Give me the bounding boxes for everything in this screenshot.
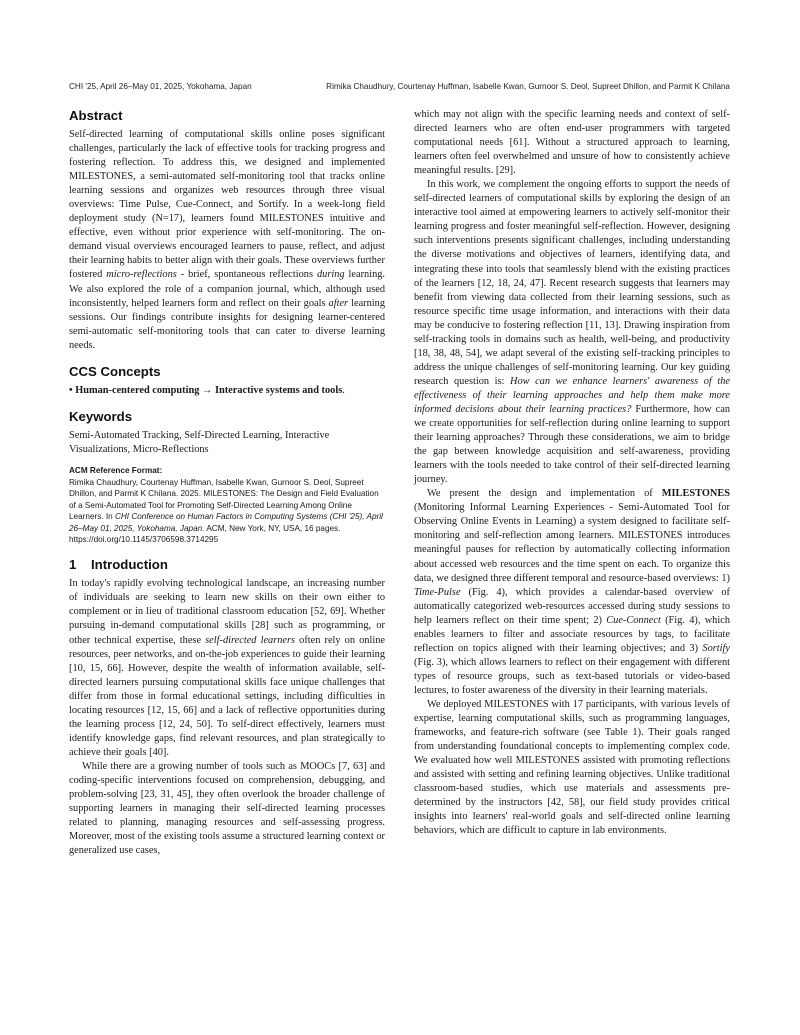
abstract-text-2: - brief, spontaneous reflections [176, 269, 317, 281]
abstract-em-micro-reflections: micro-reflections [106, 269, 177, 281]
acm-reference-text-2: ACM, New York, NY, USA, 16 pages. https://doi.org/10.1145/3706598.3714295 [69, 523, 341, 544]
abstract-paragraph [69, 128, 385, 353]
intro-research-question: How can we enhance learners' awareness of the effectiveness of their learning approaches and help them make more informed decisions about their learning practices? [414, 375, 730, 415]
ccs-text: Human-centered computing → Interactive systems and tools [72, 384, 343, 396]
abstract-text-1: Self-directed learning of computational skills online poses significant challenges, particularly the lack of effective tools for tracking progress and fostering reflection. To address this, we designed and implemented MILESTONES, a semi-automated self-monitoring tool that tracks online learning sessions and organizes web resources through three visual overviews: Time Pulse, Cue-Connect, and Sortify. In a week-long field deployment study (N=17), learners found MILESTONES intuitive and effective, even without prior experience with self-monitoring. The on-demand visual overviews encouraged learners to pause, reflect, and adjust their learning habits to better align with their goals. These overviews further fostered [69, 129, 385, 281]
intro-p5-text-3: (Fig. 4), which provides a calendar-based overview of automatically categorized web-resources accessed during study sessions to help learners reflect on their time spent; 2) [414, 586, 730, 626]
milestones-bold: MILESTONES [661, 488, 730, 500]
em-time-pulse: Time-Pulse [414, 586, 461, 598]
intro-p1-text-2: often rely on online resources, peer networks, and on-the-job experiences to guide their learning [10, 15, 66]. However, despite the wealth of information available, self-directed learners pursuing computational skills face unique challenges that differ from those in formal educational settings, including difficulties in locating resources [12, 15, 66] and a lack of reflective opportunities during the learning process [12, 24, 50]. To self-direct effectively, learners must identify knowledge gaps, find relevant resources, and plan strategically to achieve their goals [40]. [69, 634, 385, 758]
intro-paragraph-2: While there are a growing number of tools such as MOOCs [7, 63] and coding-specific interventions focused on comprehension, debugging, and problem-solving [23, 31, 45], they often overlook the broader challenge of supporting learners in managing their self-directed learning processes related to planning, managing resources and self-assessing progress. Moreover, most of the existing tools assume a structured learning context or generalized use cases, [69, 760, 385, 857]
intro-p5-text-2: (Monitoring Informal Learning Experiences - Semi-Automated Tool for Observing Online Events in Learning) a system designed to facilitate self-monitoring and self-reflection among learners. MILESTONES introduces meaningful pauses for reflection by automatically collecting information about accessed web resources and the time spent on each. To organize this data, we designed three different temporal and resource-based overviews: 1) [414, 502, 730, 584]
intro-p1-text-1: In today's rapidly evolving technological landscape, an increasing number of individuals are seeking to learn new skills on their own either to complement or in lieu of traditional classroom education [52, 69]. Whether pursuing in-demand computational skills [28] such as programming, or other technical expertise, these [69, 578, 385, 646]
intro-p5-text-4: (Fig. 4), which enables learners to filter and associate resources by tags, to facilitate reflection on topics aligned with their learning objectives; and 3) [414, 614, 730, 654]
abstract-heading: Abstract [69, 108, 123, 123]
intro-p4-text-1: In this work, we complement the ongoing efforts to support the needs of self-directed learners of computational skills by exploring the design of an interactive tool aimed at empowering learners to actively self-monitor their learning progress and foster meaningful self-reflection. However, designing such interventions presents significant challenges, including understanding the diverse motivations and objectives of learners, identifying data, and integrating these into tools that seamlessly blend with the existing practices of the learners [12, 18, 24, 47]. Recent research suggests that learners may benefit from viewing data collected from their learning sessions, such as resource specific time usage information, and interactions with their data may be conducive to fostering reflection [11, 13]. Drawing inspiration from self-tracking tools in domains such as health, well-being, and productivity [18, 38, 48, 54], we adapt several of the existing self-tracking principles to address the unique challenges of self-monitoring learning. Our key guiding research question is: [414, 179, 730, 387]
abstract-text-4: learning sessions. Our findings contribute insights for designing learner-centered semi-automatic self-monitoring tools that can cater to diverse learning needs. [69, 297, 385, 351]
keywords-heading: Keywords [69, 408, 133, 424]
ccs-bullet: • [69, 384, 73, 396]
keywords-text: Semi-Automated Tracking, Self-Directed Learning, Interactive Visualizations, Micro-Reflections [69, 429, 330, 455]
acm-reference-text-1: Rimika Chaudhury, Courtenay Huffman, Isabelle Kwan, Gurnoor S. Deol, Supreet Dhillon, and Parmit K Chilana. 2025. MILESTONES: The Design and Field Evaluation of a Semi-Automated Tool for Promoting Self-Directed Learning Among Online Learners. In [69, 477, 379, 522]
intro-section-number: 1 [69, 557, 77, 573]
acm-reference-venue: CHI Conference on Human Factors in Computing Systems (CHI '25), April 26–May 01, 2025, Yokohama, Japan. [69, 512, 383, 533]
intro-paragraph-1 [69, 577, 385, 760]
intro-heading [69, 557, 385, 573]
intro-paragraph-3: which may not align with the specific learning needs and context of self-directed learners who are often end-user programmers with targeted computational needs [61]. Without a structured approach to learning, learners often feel overwhelmed and unsure of how to consistently achieve meaningful results. [29]. [414, 109, 730, 177]
acm-reference-heading: ACM Reference Format: [69, 465, 163, 475]
intro-p5-text-1: We present the design and implementation of [427, 488, 662, 500]
abstract-text-3: learning. We also explored the role of a companion journal, which, although used inconsistently, helped learners form and reflect on their goals [69, 269, 386, 309]
intro-p5-text-5: (Fig. 3), which allows learners to reflect on their engagement with different types of resource groups, such as text-based tutorials or video-based lectures, to foster awareness of the diversity in their learning materials. [414, 656, 730, 696]
intro-heading-text: Introduction [91, 557, 168, 573]
right-column [414, 108, 730, 838]
intro-p4-text-2: Furthermore, how can we create opportunities for self-reflection during online learning to support their learning approaches? Through these considerations, we aim to bridge the gap between knowledge acquisition and self-awareness, providing learners with the tools needed to take control of their self-directed learning journey. [414, 403, 731, 486]
ccs-period: . [342, 384, 345, 396]
running-head-venue: CHI '25, April 26–May 01, 2025, Yokohama, Japan [69, 82, 252, 91]
intro-paragraph-4 [414, 178, 730, 487]
abstract-em-during: during [316, 269, 345, 281]
ccs-concepts [69, 384, 385, 398]
ccs-heading: CCS Concepts [69, 363, 161, 379]
em-sortify: Sortify [702, 642, 730, 654]
abstract-em-after: after [328, 297, 349, 309]
em-cue-connect: Cue-Connect [606, 614, 661, 626]
intro-paragraph-5 [414, 487, 730, 698]
running-head-authors: Rimika Chaudhury, Courtenay Huffman, Isabelle Kwan, Gurnoor S. Deol, Supreet Dhillon, and Parmit K Chilana [326, 82, 730, 91]
intro-em-self-directed-learners: self-directed learners [205, 634, 296, 646]
acm-reference-text [69, 477, 385, 545]
intro-paragraph-6: We deployed MILESTONES with 17 participants, with various levels of expertise, learning computational skills, such as programming languages, frameworks, and feature-rich software (see Table 1). Their goals ranged from understanding foundational concepts to implementing complex code. We evaluated how well MILESTONES assisted with promoting reflections and assisted with setting and refining learning objectives. Unlike traditional classroom-based studies, which use materials and assessments pre-determined by the instructors [42, 58], our field study provides critical insights into learners' real-world goals and self-directed online learning behaviors, which are difficult to capture in lab environments. [414, 698, 730, 837]
left-column [69, 108, 385, 858]
